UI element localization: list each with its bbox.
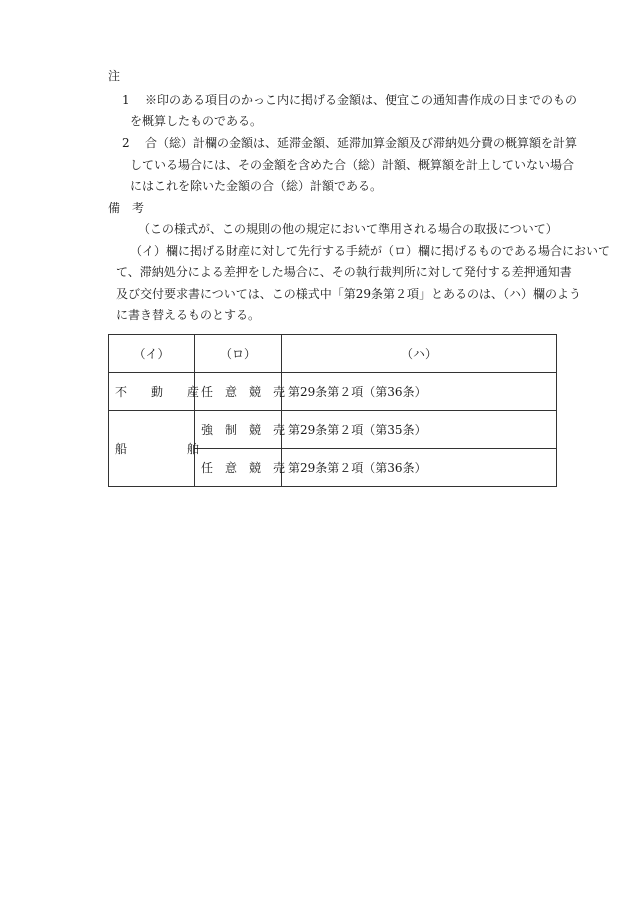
procedure-cell: 任 意 競 売 <box>194 449 281 487</box>
procedure-cell: 強 制 競 売 <box>194 411 281 449</box>
remarks-subtitle: （この様式が、この規則の他の規定において準用される場合の取扱について） <box>138 222 558 236</box>
remarks-line-3: 及び交付要求書については、この様式中「第29条第２項」とあるのは、（ハ）欄のよう <box>116 287 582 301</box>
notes-heading: 注 <box>108 69 121 83</box>
property-cell: 船 舶 <box>109 411 195 487</box>
replacement-cell: 第29条第２項（第36条） <box>282 373 557 411</box>
replacement-cell: 第29条第２項（第35条） <box>282 411 557 449</box>
note-2-line-3: にはこれを除いた金額の合（総）計額である。 <box>130 179 383 193</box>
note-2-line-1: 合（総）計欄の金額は、延滞金額、延滞加算金額及び滞納処分費の概算額を計算 <box>145 136 578 150</box>
remarks-line-4: に書き替えるものとする。 <box>116 308 261 322</box>
table-row <box>109 411 557 449</box>
note-1-number: 1 <box>122 93 130 107</box>
note-2-number: 2 <box>122 136 130 150</box>
remarks-heading: 備 考 <box>108 201 145 215</box>
header-ro: （ロ） <box>194 335 281 373</box>
table-row <box>109 373 557 411</box>
table-header-row <box>109 335 557 373</box>
remarks-line-1: （イ）欄に掲げる財産に対して先行する手続が（ロ）欄に掲げるものである場合において <box>130 244 611 258</box>
header-i: （イ） <box>109 335 195 373</box>
replacement-cell: 第29条第２項（第36条） <box>282 449 557 487</box>
remarks-line-2: て、滞納処分による差押をした場合に、その執行裁判所に対して発付する差押通知書 <box>116 265 572 279</box>
note-1-line-2: を概算したものである。 <box>130 114 263 128</box>
note-2-line-2: している場合には、その金額を含めた合（総）計額、概算額を計上していない場合 <box>130 158 575 172</box>
property-cell: 不 動 産 <box>109 373 195 411</box>
procedure-cell: 任 意 競 売 <box>194 373 281 411</box>
header-ha: （ハ） <box>282 335 557 373</box>
replacement-table <box>108 334 557 487</box>
note-1-line-1: ※印のある項目のかっこ内に掲げる金額は、便宜この通知書作成の日までのもの <box>145 93 578 107</box>
